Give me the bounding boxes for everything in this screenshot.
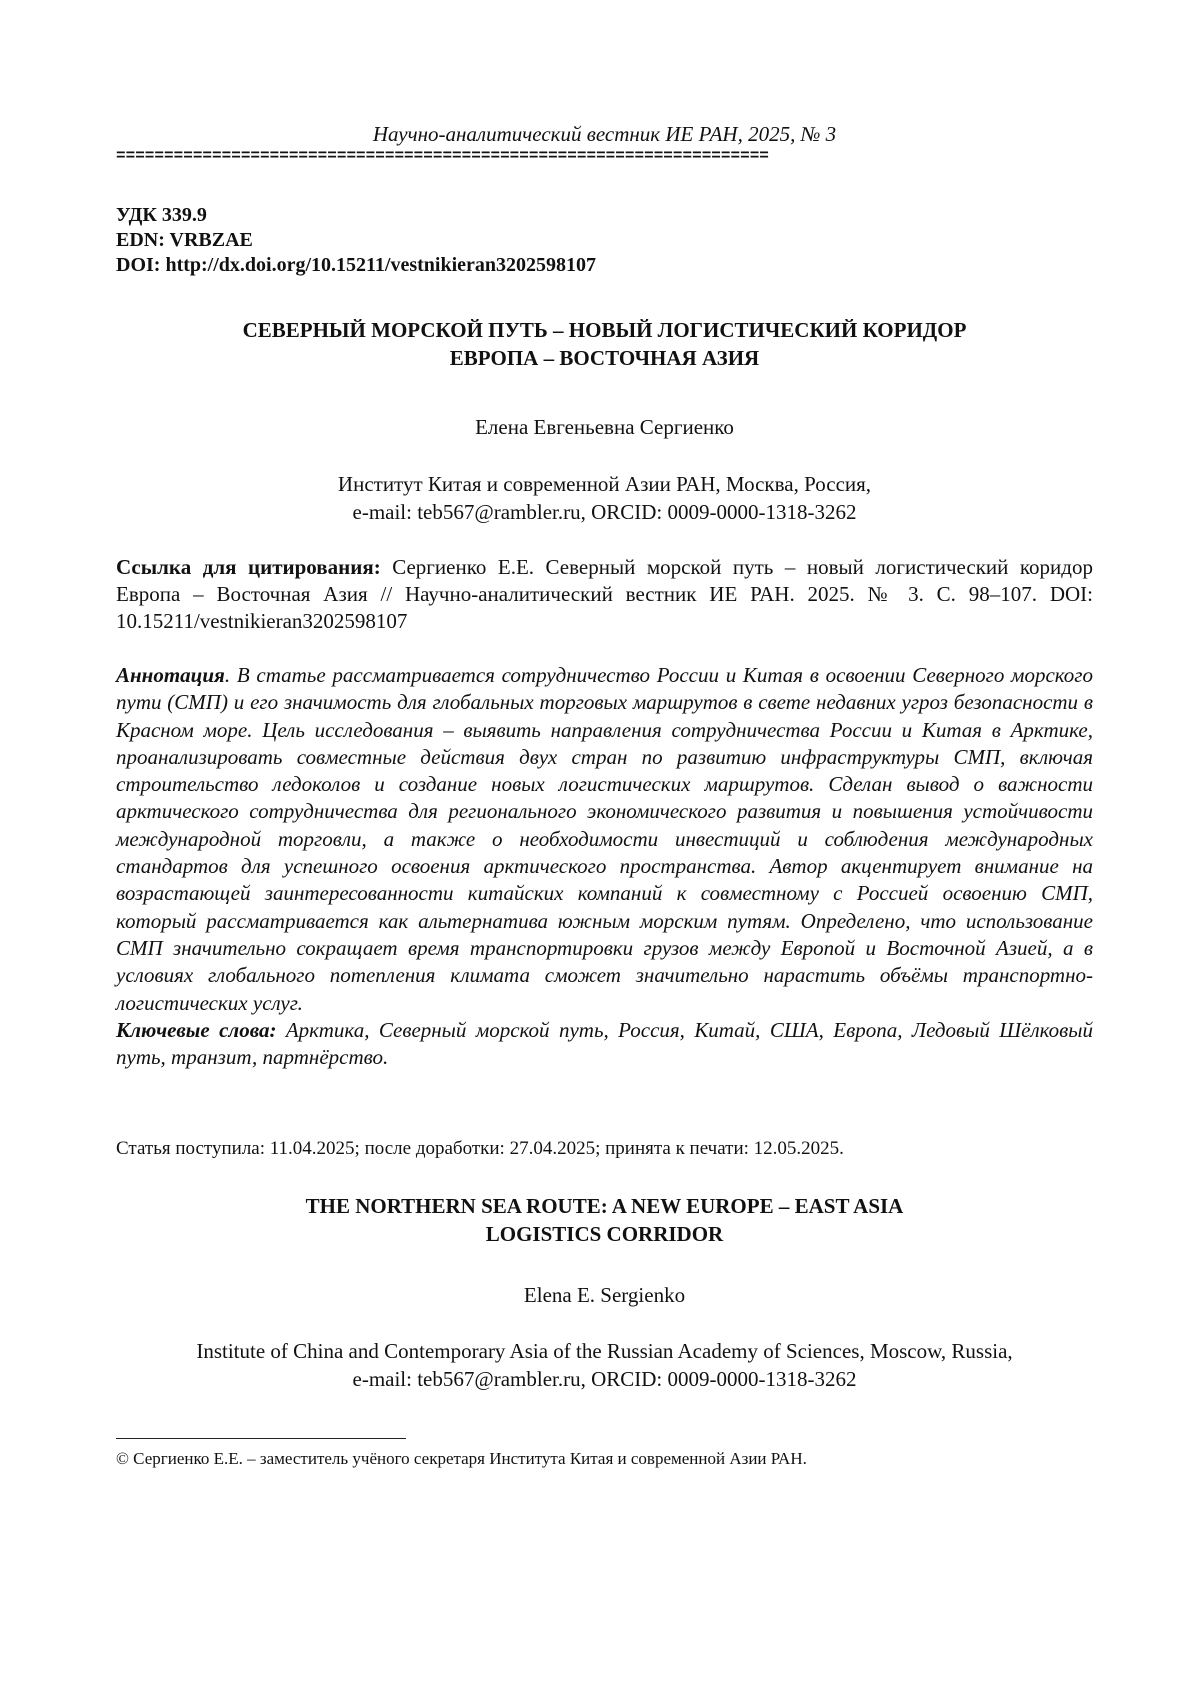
title-ru-line-2: ЕВРОПА – ВОСТОЧНАЯ АЗИЯ: [449, 346, 760, 370]
footnote-divider: [116, 1438, 406, 1439]
affiliation-en-line-1: Institute of China and Contemporary Asia of the Russian Academy of Sciences, Moscow, Russia,: [196, 1339, 1013, 1363]
abstract-text: . В статье рассматривается сотрудничество России и Китая в освоении Северного морского пути (СМП) и его значимость для глобальных торговых маршрутов в свете недавних угроз безопасности в Красном море. Цель исследования – выявить направления сотрудничества России и Китая в Арктике, проанализировать совместные действия двух стран по развитию инфраструктуры СМП, включая строительство ледоколов и создание новых логистических маршрутов. Сделан вывод о важности арктического сотрудничества для регионального экономического развития и повышения устойчивости международной торговли, а также о необходимости инвестиций и соблюдения международных стандартов для успешного освоения арктического пространства. Автор акцентирует внимание на возрастающей заинтересованности китайских компаний к совместному с Россией освоению СМП, который рассматривается как альтернатива южным морским путям. Определено, что использование СМП значительно сокращает время транспортировки грузов между Европой и Восточной Азией, а в условиях глобального потепления климата сможет значительно нарастить объёмы транспортно-логистических услуг.: [116, 663, 1093, 1015]
keywords-text: Арктика, Северный морской путь, Россия, Китай, США, Европа, Ледовый Шёлковый путь, транзит, партнёрство.: [116, 1017, 1093, 1070]
received-dates: Статья поступила: 11.04.2025; после доработки: 27.04.2025; принята к печати: 12.05.2025.: [116, 1138, 844, 1159]
citation-label: Ссылка для цитирования:: [116, 555, 381, 579]
affiliation-ru-line-2: e-mail: teb567@rambler.ru, ORCID: 0009-0000-1318-3262: [352, 500, 857, 524]
title-ru: [116, 316, 1093, 372]
footnote: © Сергиенко Е.Е. – заместитель учёного секретаря Института Китая и современной Азии РАН.: [116, 1449, 807, 1468]
author-en: Elena E. Sergienko: [523, 1283, 686, 1307]
abstract-label: Аннотация: [116, 663, 225, 687]
journal-header: Научно-аналитический вестник ИЕ РАН, 2025, № 3: [372, 122, 837, 146]
affiliation-en-line-2: e-mail: teb567@rambler.ru, ORCID: 0009-0000-1318-3262: [352, 1367, 857, 1391]
abstract-block: [116, 662, 1093, 1071]
affiliation-ru-line-1: Институт Китая и современной Азии РАН, Москва, Россия,: [337, 472, 872, 496]
title-ru-line-1: СЕВЕРНЫЙ МОРСКОЙ ПУТЬ – НОВЫЙ ЛОГИСТИЧЕСКИЙ КОРИДОР: [242, 318, 967, 342]
affiliation-ru: [116, 470, 1093, 526]
affiliation-en: [116, 1337, 1093, 1393]
citation-text: Сергиенко Е.Е. Северный морской путь – новый логистический коридор Европа – Восточная Азия // Научно-аналитический вестник ИЕ РАН. 2025. № 3. С. 98–107. DOI: 10.15211/vestnikieran3202598107: [116, 555, 1093, 633]
citation-block: [116, 554, 1093, 635]
author-ru: Елена Евгеньевна Сергиенко: [475, 415, 734, 439]
doi-link[interactable]: DOI: http://dx.doi.org/10.15211/vestnikieran3202598107: [116, 254, 597, 276]
udk-code: УДК 339.9: [116, 204, 207, 226]
header-separator: ====================================================================: [116, 148, 769, 164]
title-en-line-2: LOGISTICS CORRIDOR: [485, 1222, 724, 1246]
title-en: [116, 1192, 1093, 1248]
article-meta: [116, 203, 596, 278]
title-en-line-1: THE NORTHERN SEA ROUTE: A NEW EUROPE – EAST ASIA: [305, 1194, 904, 1218]
edn-code: EDN: VRBZAE: [116, 229, 253, 251]
keywords-label: Ключевые слова:: [116, 1017, 277, 1042]
